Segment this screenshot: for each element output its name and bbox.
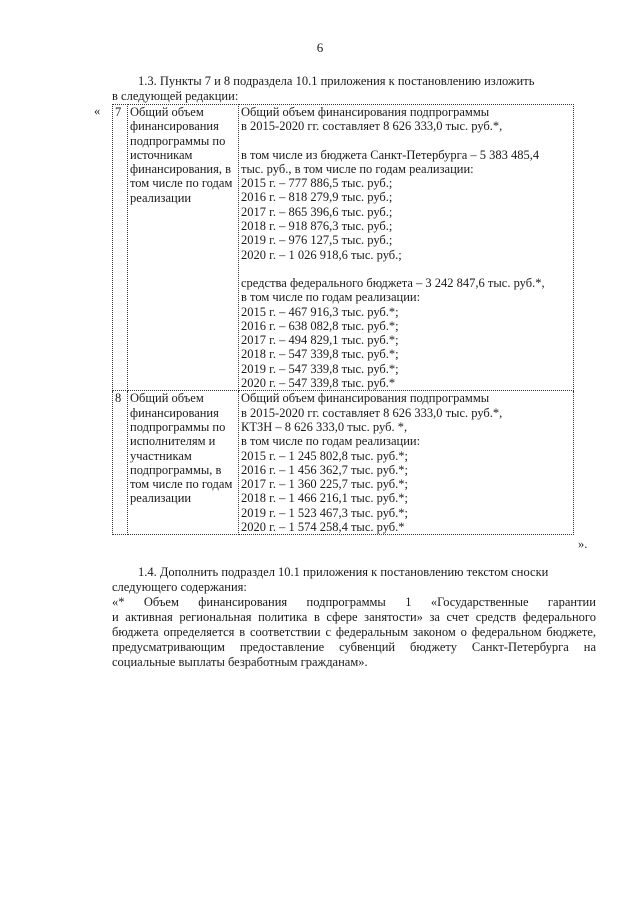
table-row-7	[113, 105, 574, 391]
label-line: финансирования	[130, 405, 219, 420]
page-number: 6	[316, 40, 324, 55]
value-line: 2016 г. – 1 456 362,7 тыс. руб.*;	[241, 462, 409, 477]
value-line: 2016 г. – 638 082,8 тыс. руб.*;	[241, 318, 399, 333]
label-line: подпрограммы по	[130, 419, 226, 434]
value-line: в том числе по годам реализации:	[241, 290, 421, 305]
value-line: 2019 г. – 547 339,8 тыс. руб.*;	[241, 361, 399, 376]
label-line: исполнителям и	[130, 434, 216, 449]
footnote-word: «Государственные	[430, 595, 529, 609]
footnote-word: финансирования	[198, 595, 288, 609]
value-line: 2016 г. – 818 279,9 тыс. руб.;	[241, 190, 393, 205]
value-line: в том числе по годам реализации:	[241, 434, 421, 449]
value-line: в 2015-2020 гг. составляет 8 626 333,0 тыс. руб.*,	[241, 119, 503, 134]
value-line: 2015 г. – 777 886,5 тыс. руб.;	[241, 176, 393, 191]
row-label	[128, 105, 239, 391]
footnote-first-line	[112, 595, 596, 610]
value-line: средства федерального бюджета – 3 242 847,6 тыс. руб.*,	[241, 275, 545, 290]
row-label	[128, 391, 239, 535]
program-table	[112, 104, 574, 535]
paragraph-1-3-line-1: 1.3. Пункты 7 и 8 подраздела 10.1 приложения к постановлению изложить	[138, 74, 535, 88]
label-line: Общий объем	[130, 391, 204, 406]
value-line: 2020 г. – 547 339,8 тыс. руб.*	[241, 376, 396, 391]
label-line: том числе по годам	[130, 176, 233, 191]
value-line: Общий объем финансирования подпрограммы	[241, 105, 490, 119]
value-line: Общий объем финансирования подпрограммы	[241, 391, 490, 406]
value-line: 2019 г. – 976 127,5 тыс. руб.;	[241, 233, 393, 248]
footnote-word: гарантии	[547, 595, 596, 609]
footnote-text	[112, 595, 596, 670]
row-number: 7	[113, 105, 128, 391]
label-line: реализации	[130, 190, 192, 205]
value-line: 2019 г. – 1 523 467,3 тыс. руб.*;	[241, 505, 409, 520]
footnote-word: подпрограммы	[306, 595, 386, 609]
value-line: тыс. руб., в том числе по годам реализации:	[241, 161, 474, 176]
value-line: в 2015-2020 гг. составляет 8 626 333,0 тыс. руб.*,	[241, 405, 503, 420]
label-line: том числе по годам	[130, 477, 233, 492]
label-line: источникам	[130, 147, 193, 162]
value-line: 2017 г. – 1 360 225,7 тыс. руб.*;	[241, 477, 409, 492]
value-line: 2020 г. – 1 026 918,6 тыс. руб.;	[241, 247, 402, 262]
table-row-8	[113, 391, 574, 535]
footnote-word: Объем	[143, 595, 179, 609]
paragraph-1-4-line-1: 1.4. Дополнить подраздел 10.1 приложения к постановлению текстом сноски	[138, 565, 549, 579]
value-line: 2018 г. – 1 466 216,1 тыс. руб.*;	[241, 491, 409, 506]
row-number: 8	[113, 391, 128, 535]
label-line: подпрограммы по	[130, 133, 226, 148]
value-line: КТЗН – 8 626 333,0 тыс. руб. *,	[241, 419, 408, 434]
paragraph-1-4	[112, 565, 596, 595]
paragraph-1-3-line-2: в следующей редакции:	[112, 89, 239, 103]
paragraph-1-3	[112, 74, 592, 104]
label-line: реализации	[130, 491, 192, 506]
label-line: финансирования	[130, 119, 219, 134]
value-line: 2015 г. – 1 245 802,8 тыс. руб.*;	[241, 448, 409, 463]
row-value	[239, 105, 574, 391]
value-line: 2018 г. – 918 876,3 тыс. руб.;	[241, 219, 393, 234]
value-line: 2017 г. – 865 396,6 тыс. руб.;	[241, 204, 393, 219]
footnote-word: «*	[112, 595, 125, 609]
label-line: подпрограммы, в	[130, 462, 222, 477]
closing-quote: ».	[578, 537, 588, 551]
footnote-body: и активная региональная политика в сфере занятости» за счет средств федерального бюджета определяется в соответствии с федеральным законом о федеральном бюджете, предусматривающим предоставление субвенций бюджету Санкт-Петербурга на социальные выплаты безработным гражданам».	[112, 610, 596, 669]
opening-quote: «	[94, 104, 101, 118]
label-line: участникам	[130, 448, 192, 463]
label-line: Общий объем	[130, 105, 204, 119]
value-line: 2015 г. – 467 916,3 тыс. руб.*;	[241, 304, 399, 319]
value-line: 2018 г. – 547 339,8 тыс. руб.*;	[241, 347, 399, 362]
row-value	[239, 391, 574, 535]
value-line: 2020 г. – 1 574 258,4 тыс. руб.*	[241, 520, 405, 535]
value-line: 2017 г. – 494 829,1 тыс. руб.*;	[241, 333, 399, 348]
value-line: в том числе из бюджета Санкт-Петербурга – 5 383 485,4	[241, 147, 540, 162]
footnote-word: 1	[405, 595, 412, 609]
paragraph-1-4-line-2: следующего содержания:	[112, 580, 247, 594]
label-line: финансирования, в	[130, 162, 232, 177]
